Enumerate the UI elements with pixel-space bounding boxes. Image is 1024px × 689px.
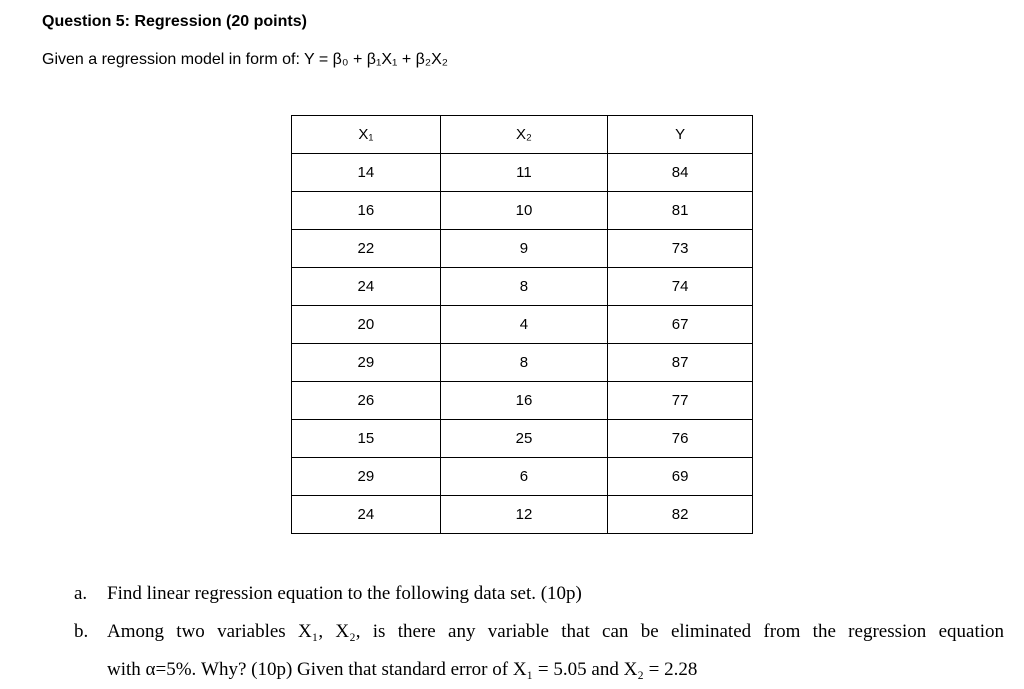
cell-x1: 20 [292, 306, 441, 344]
cell-x2: 9 [440, 230, 608, 268]
table-row [292, 382, 753, 420]
cell-y: 69 [608, 458, 753, 496]
cell-x2: 8 [440, 344, 608, 382]
cell-y: 74 [608, 268, 753, 306]
table-row [292, 344, 753, 382]
cell-x1: 14 [292, 154, 441, 192]
cell-y: 84 [608, 154, 753, 192]
question-text-b-line1: Among two variables X₁, X₂, is there any variable that can be eliminated from the regression equation [107, 621, 1004, 642]
table-header-row [292, 116, 753, 154]
cell-x1: 29 [292, 344, 441, 382]
table-row [292, 192, 753, 230]
table-row [292, 268, 753, 306]
question-part-a [74, 575, 1004, 613]
header-x2: X₂ [440, 116, 608, 154]
cell-y: 77 [608, 382, 753, 420]
cell-x1: 16 [292, 192, 441, 230]
cell-x2: 25 [440, 420, 608, 458]
cell-x1: 24 [292, 496, 441, 534]
cell-x1: 29 [292, 458, 441, 496]
cell-x2: 10 [440, 192, 608, 230]
cell-y: 73 [608, 230, 753, 268]
question-label-a: a. [74, 583, 88, 604]
question-label-b: b. [74, 621, 89, 642]
cell-y: 81 [608, 192, 753, 230]
question-text-a: Find linear regression equation to the following data set. (10p) [107, 583, 582, 604]
data-table [291, 115, 753, 534]
cell-x2: 6 [440, 458, 608, 496]
cell-y: 82 [608, 496, 753, 534]
question-text-b [107, 613, 1004, 689]
question-list [74, 575, 1004, 689]
cell-x1: 26 [292, 382, 441, 420]
question-text-b-line2: with α=5%. Why? (10p) Given that standard error of X₁ = 5.05 and X₂ = 2.28 [107, 659, 698, 680]
cell-x2: 12 [440, 496, 608, 534]
question-title: Question 5: Regression (20 points) [42, 13, 307, 30]
table-row [292, 154, 753, 192]
table-row [292, 458, 753, 496]
cell-x1: 15 [292, 420, 441, 458]
cell-x2: 4 [440, 306, 608, 344]
cell-x2: 16 [440, 382, 608, 420]
cell-x2: 11 [440, 154, 608, 192]
cell-y: 76 [608, 420, 753, 458]
cell-x1: 22 [292, 230, 441, 268]
cell-y: 87 [608, 344, 753, 382]
table-row [292, 420, 753, 458]
regression-model-text: Given a regression model in form of: Y = β₀ + β₁X₁ + β₂X₂ [42, 51, 448, 68]
question-part-b [74, 613, 1004, 689]
cell-x2: 8 [440, 268, 608, 306]
table-row [292, 230, 753, 268]
cell-x1: 24 [292, 268, 441, 306]
table-row [292, 496, 753, 534]
table-row [292, 306, 753, 344]
cell-y: 67 [608, 306, 753, 344]
header-y: Y [608, 116, 753, 154]
header-x1: X₁ [292, 116, 441, 154]
